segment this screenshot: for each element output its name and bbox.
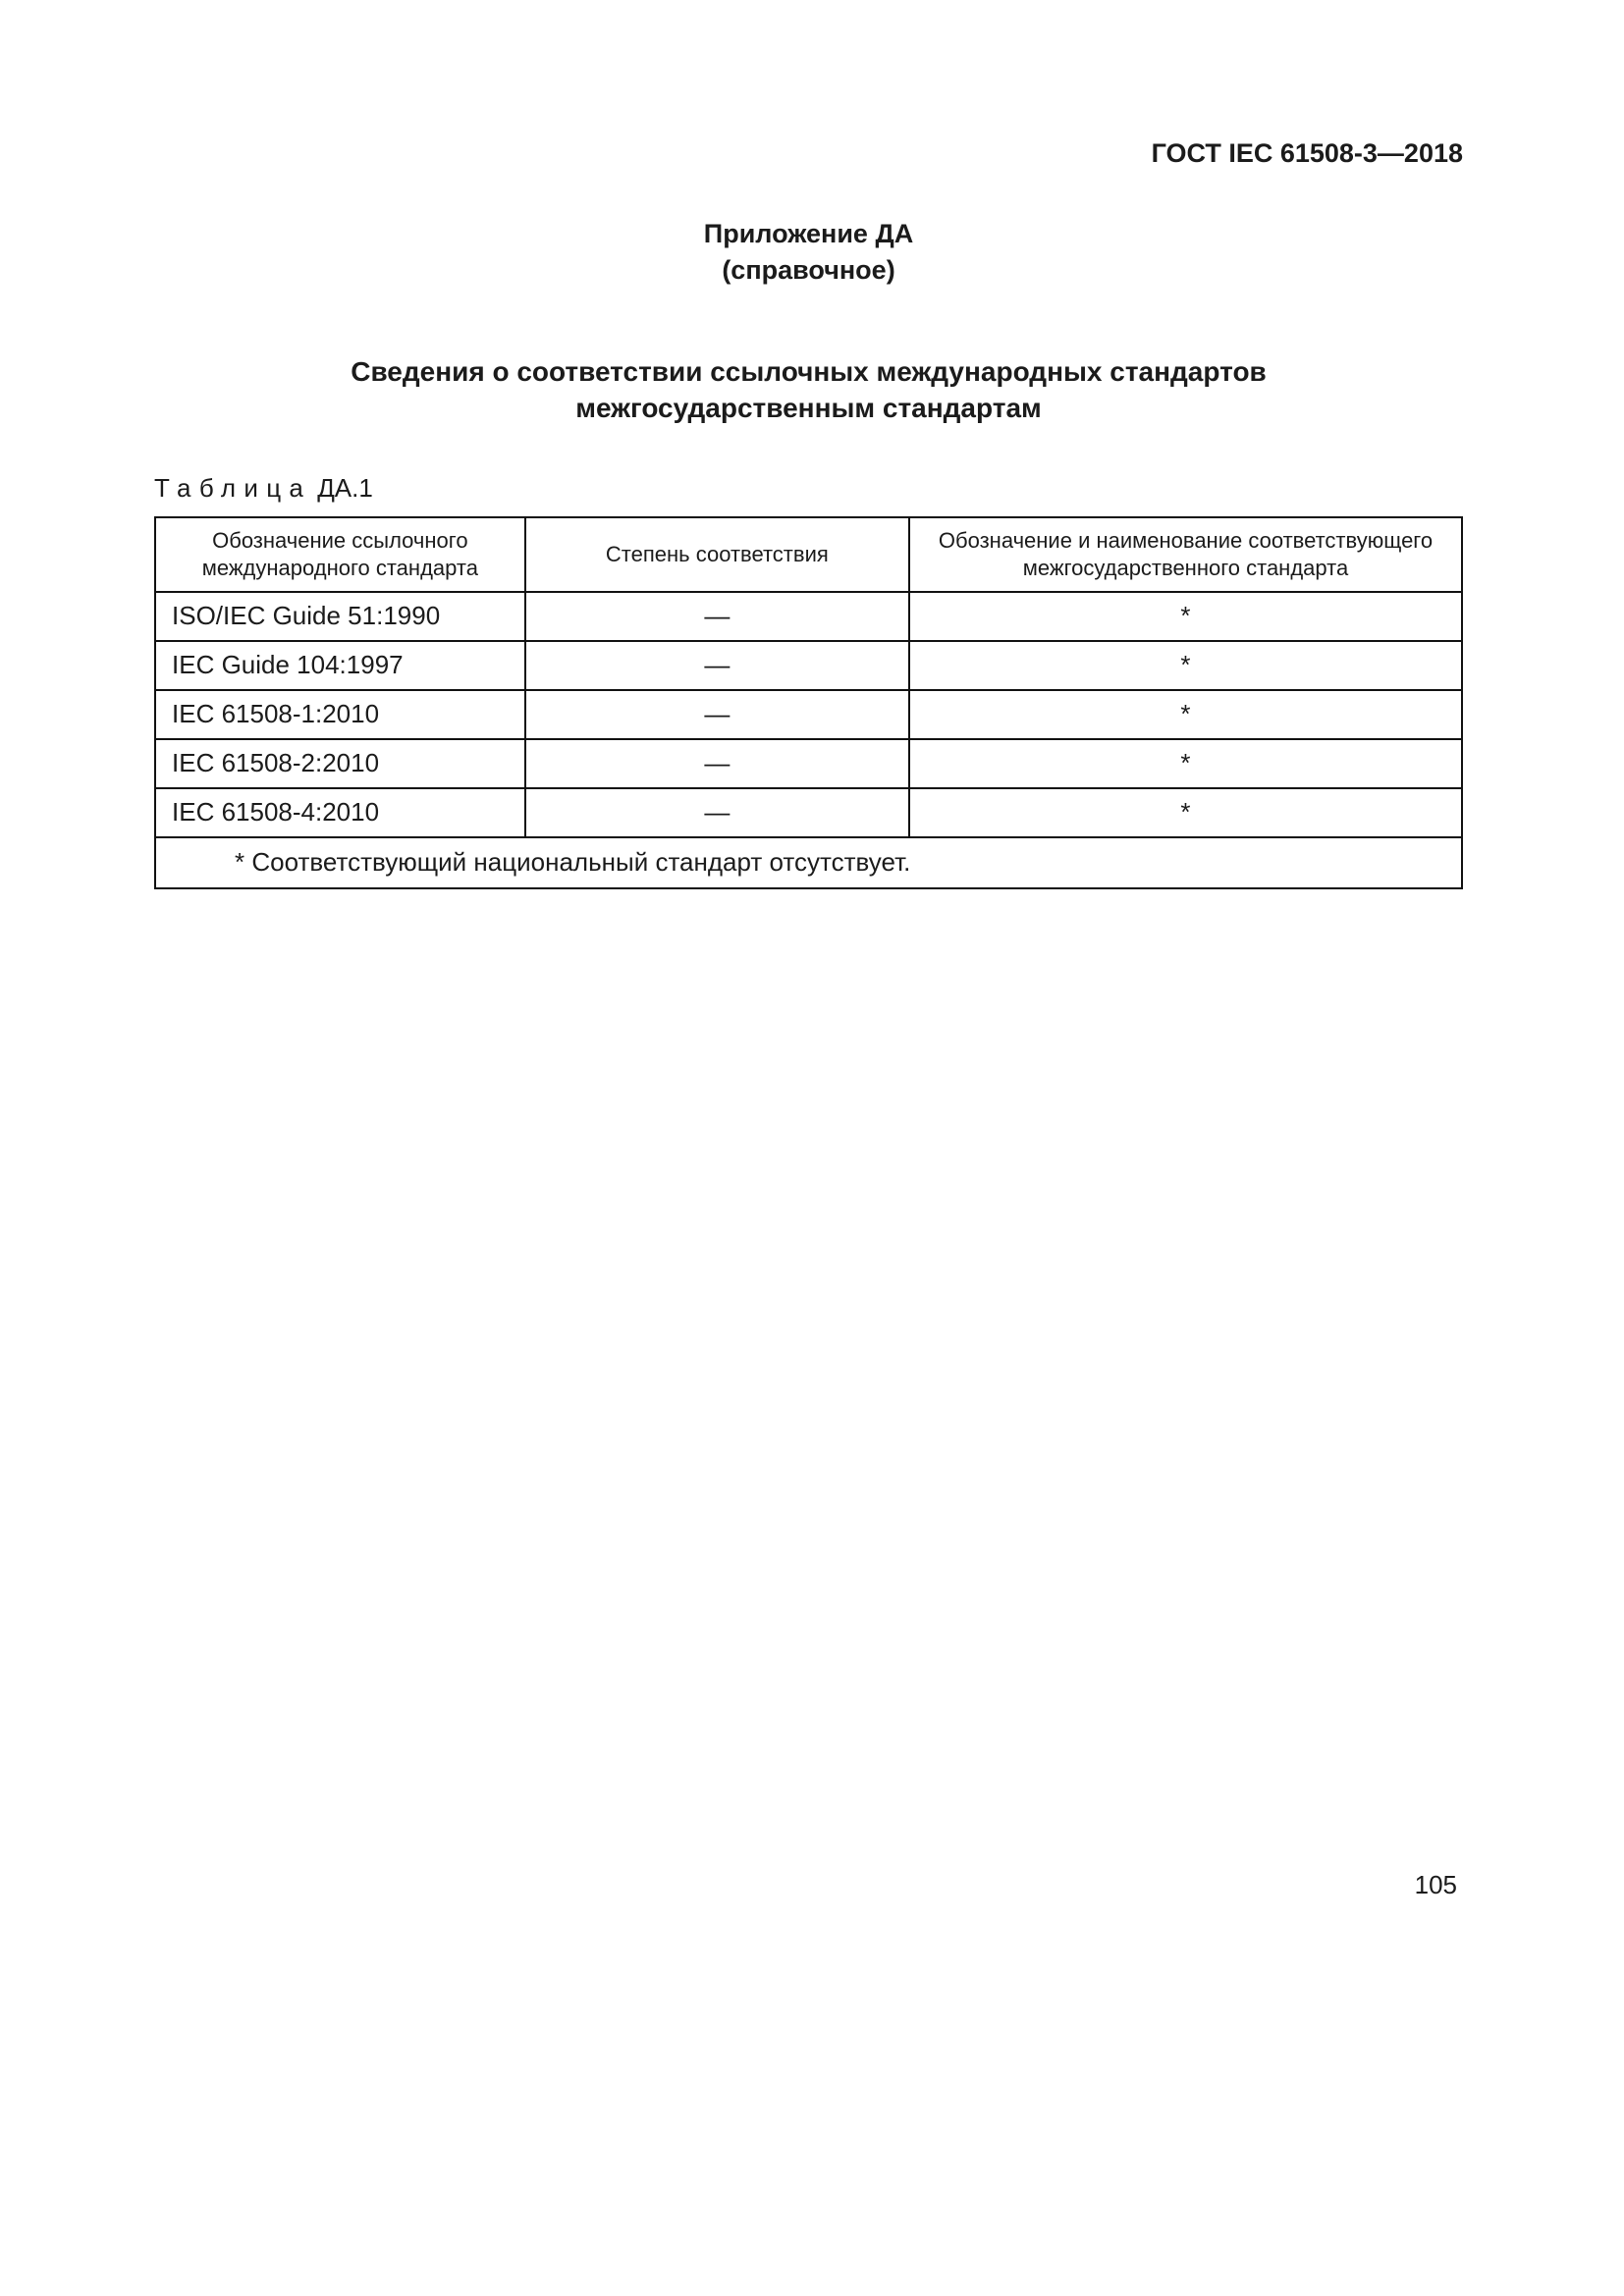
table-caption-label: Таблица	[154, 473, 312, 504]
header-cell-interstate-standard: Обозначение и наименование соответствующего межгосударственного стандарта	[909, 517, 1462, 592]
cell-reference-standard: IEC 61508-2:2010	[155, 739, 525, 788]
section-title-line2: межгосударственным стандартам	[575, 393, 1042, 424]
page-content	[0, 0, 1624, 889]
table-row	[155, 690, 1462, 739]
cell-interstate-standard: *	[909, 690, 1462, 739]
table-row	[155, 739, 1462, 788]
header-cell-conformity-degree: Степень соответствия	[525, 517, 909, 592]
cell-reference-standard: IEC Guide 104:1997	[155, 641, 525, 690]
appendix-heading	[154, 216, 1463, 288]
standards-correspondence-table	[154, 516, 1463, 889]
cell-interstate-standard: *	[909, 788, 1462, 837]
table-row	[155, 788, 1462, 837]
header-doc-code: ГОСТ IEC 61508-3—2018	[1151, 138, 1463, 168]
appendix-label: Приложение ДА	[703, 219, 914, 249]
table-row	[155, 641, 1462, 690]
cell-reference-standard: ISO/IEC Guide 51:1990	[155, 592, 525, 641]
appendix-type: (справочное)	[722, 254, 895, 285]
table-header-row	[155, 517, 1462, 592]
cell-reference-standard: IEC 61508-4:2010	[155, 788, 525, 837]
cell-reference-standard: IEC 61508-1:2010	[155, 690, 525, 739]
section-title-line1: Сведения о соответствии ссылочных международных стандартов	[351, 356, 1267, 388]
table-row	[155, 592, 1462, 641]
cell-interstate-standard: *	[909, 592, 1462, 641]
header-cell-reference-standard: Обозначение ссылочного международного стандарта	[155, 517, 525, 592]
table-footnote-row	[155, 837, 1462, 888]
cell-conformity-degree: —	[525, 690, 909, 739]
page-number: 105	[1414, 1870, 1457, 1899]
table-footnote: * Соответствующий национальный стандарт отсутствует.	[155, 837, 1462, 888]
cell-interstate-standard: *	[909, 641, 1462, 690]
cell-interstate-standard: *	[909, 739, 1462, 788]
cell-conformity-degree: —	[525, 592, 909, 641]
cell-conformity-degree: —	[525, 641, 909, 690]
cell-conformity-degree: —	[525, 739, 909, 788]
cell-conformity-degree: —	[525, 788, 909, 837]
table-caption	[154, 472, 1463, 505]
table-caption-number: ДА.1	[317, 473, 373, 504]
section-title	[154, 354, 1463, 427]
